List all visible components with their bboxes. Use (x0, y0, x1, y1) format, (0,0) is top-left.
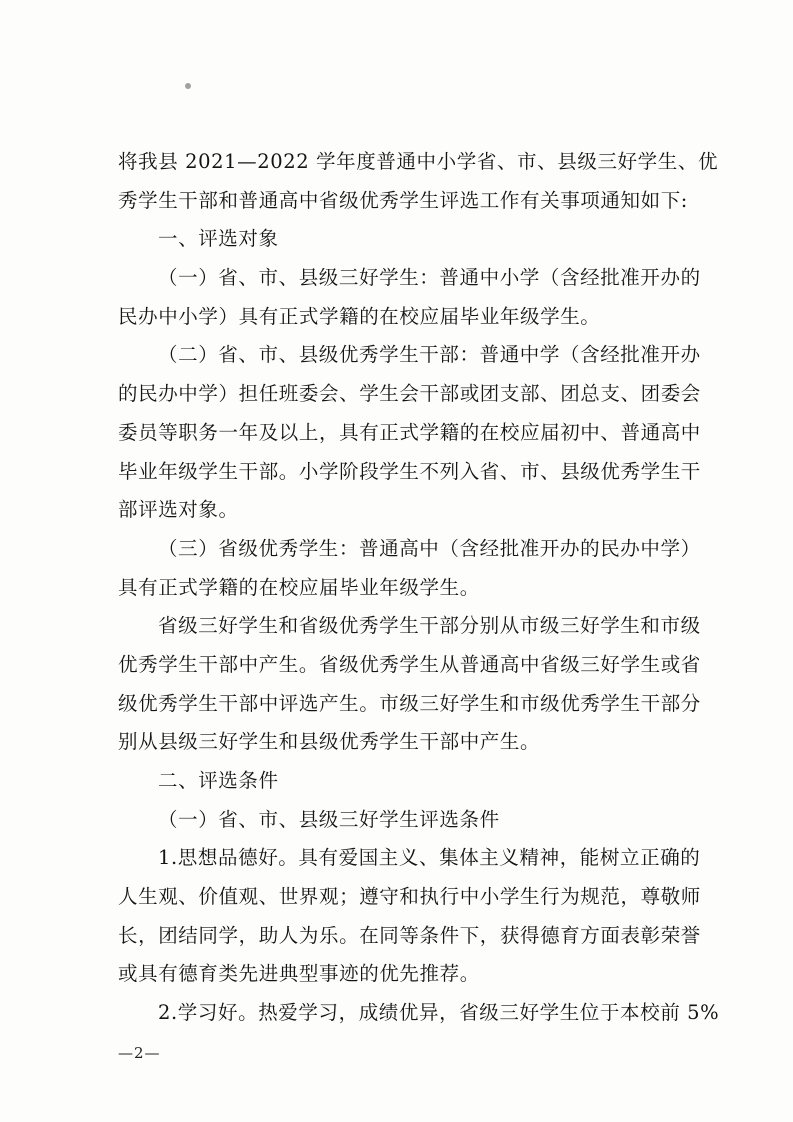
text-line: 2.学习好。热爱学习，成绩优异，省级三好学生位于本校前 5% (158, 1001, 720, 1025)
text-line: 级优秀学生干部中评选产生。市级三好学生和市级优秀学生干部分 (118, 691, 701, 715)
text-line: 别从县级三好学生和县级优秀学生干部中产生。 (118, 730, 541, 754)
scan-speck (185, 83, 191, 89)
text-line: 长，团结同学，助人为乐。在同等条件下，获得德育方面表彰荣誉 (118, 923, 701, 947)
text-line: 秀学生干部和普通高中省级优秀学生评选工作有关事项通知如下: (118, 188, 688, 212)
text-line: 民办中小学）具有正式学籍的在校应届毕业年级学生。 (118, 304, 601, 328)
text-line: 1.思想品德好。具有爱国主义、集体主义精神，能树立正确的 (158, 846, 701, 870)
text-line: 部评选对象。 (118, 498, 239, 522)
text-line: 将我县 2021—2022 学年度普通中小学省、市、县级三好学生、优 (118, 150, 719, 173)
page-number: —2— (118, 1044, 161, 1062)
text-line: 委员等职务一年及以上，具有正式学籍的在校应届初中、普通高中 (118, 420, 701, 444)
text-line: （一）省、市、县级三好学生评选条件 (158, 807, 500, 831)
text-line: （三）省级优秀学生：普通高中（含经批准开办的民办中学） (158, 536, 701, 560)
text-line: （二）省、市、县级优秀学生干部：普通中学（含经批准开办 (158, 343, 701, 367)
text-line: 具有正式学籍的在校应届毕业年级学生。 (118, 575, 480, 599)
text-line: 毕业年级学生干部。小学阶段学生不列入省、市、县级优秀学生干 (118, 459, 701, 483)
text-line: 或具有德育类先进典型事迹的优先推荐。 (118, 962, 480, 986)
text-line: 的民办中学）担任班委会、学生会干部或团支部、团总支、团委会 (118, 382, 701, 406)
text-line: 人生观、价值观、世界观；遵守和执行中小学生行为规范，尊敬师 (118, 885, 701, 909)
body-text (118, 143, 720, 1033)
text-line: 省级三好学生和省级优秀学生干部分别从市级三好学生和市级 (158, 614, 701, 638)
text-line: （一）省、市、县级三好学生：普通中小学（含经批准开办的 (158, 266, 701, 290)
text-line: 一、评选对象 (158, 227, 279, 251)
text-line: 二、评选条件 (158, 769, 279, 792)
text-line: 优秀学生干部中产生。省级优秀学生从普通高中省级三好学生或省 (118, 652, 701, 676)
